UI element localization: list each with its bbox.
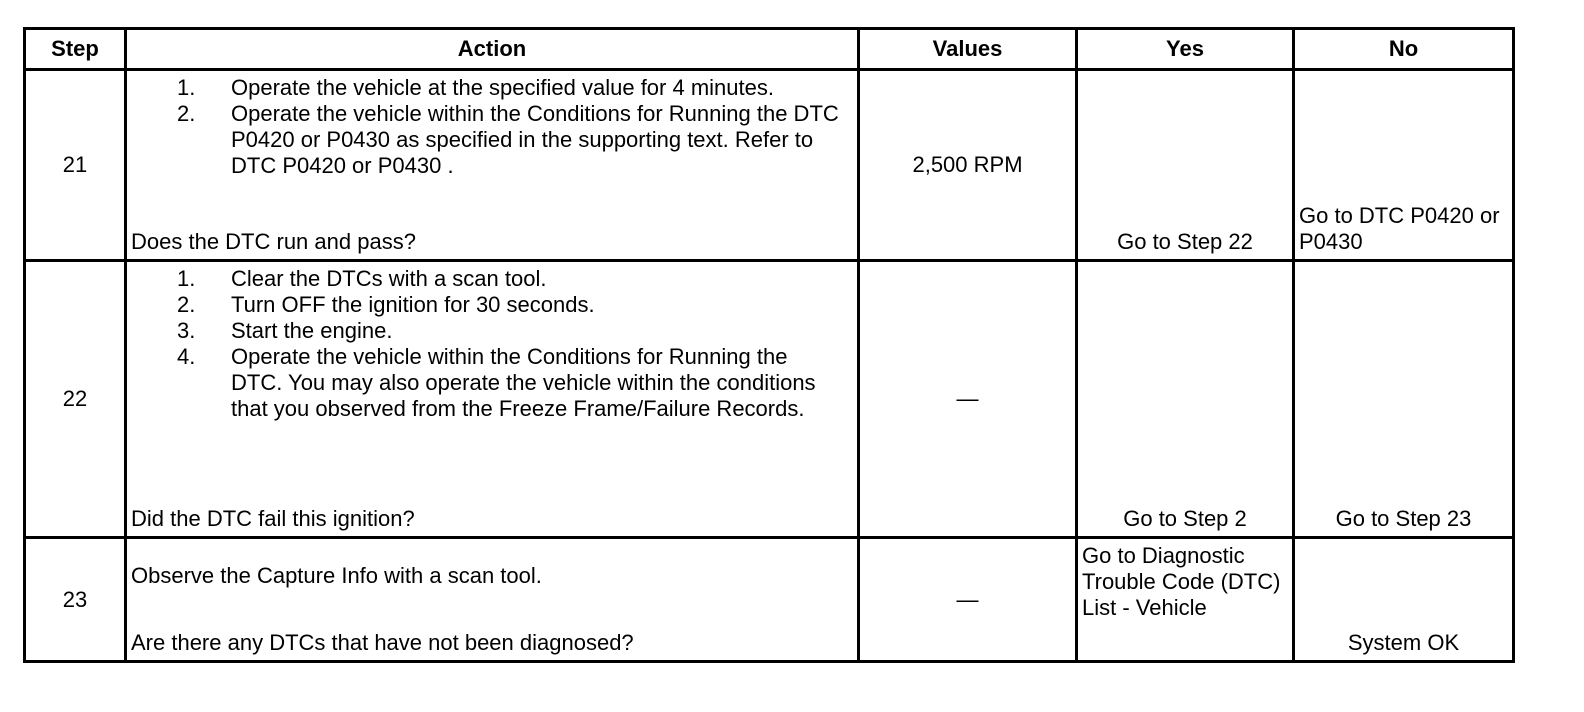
list-item-text: Operate the vehicle within the Conditions for Running the DTC. You may also operate the vehicle within the conditions that you observed from the Freeze Frame/Failure Records. [231, 344, 816, 421]
no-cell [1294, 70, 1514, 261]
yes-cell [1077, 538, 1294, 662]
no-link[interactable]: Go to DTC P0420 or P0430 [1299, 203, 1500, 254]
list-item-number: 4. [177, 344, 196, 369]
list-item-number: 1. [177, 75, 196, 100]
action-statement: Observe the Capture Info with a scan tool. [131, 563, 542, 588]
values-cell: 2,500 RPM [859, 70, 1077, 261]
yes-cell [1077, 261, 1294, 538]
action-cell [126, 70, 859, 261]
values-cell: — [859, 538, 1077, 662]
list-item [127, 318, 857, 344]
list-item [127, 75, 857, 101]
values-cell: — [859, 261, 1077, 538]
yes-cell [1077, 70, 1294, 261]
step-number: 21 [25, 70, 126, 261]
action-cell [126, 538, 859, 662]
diagnostic-table [23, 27, 1515, 663]
list-item-text: Operate the vehicle at the specified value for 4 minutes. [231, 75, 774, 100]
list-item-text: Clear the DTCs with a scan tool. [231, 266, 547, 291]
list-item-text: Turn OFF the ignition for 30 seconds. [231, 292, 595, 317]
list-item [127, 101, 857, 179]
action-question: Did the DTC fail this ignition? [131, 506, 415, 531]
no-result: System OK [1347, 630, 1460, 655]
no-cell [1294, 261, 1514, 538]
action-steps-list [127, 75, 857, 179]
header-action: Action [126, 29, 859, 70]
action-cell [126, 261, 859, 538]
yes-link[interactable]: Go to Diagnostic Trouble Code (DTC) List - Vehicle [1082, 543, 1281, 620]
table-row [25, 261, 1514, 538]
yes-link[interactable]: Go to Step 2 [1123, 506, 1247, 531]
table-row [25, 538, 1514, 662]
header-step: Step [25, 29, 126, 70]
list-item-text: Operate the vehicle within the Conditions for Running the DTC P0420 or P0430 as specified in the supporting text. Refer to DTC P0420 or P0430 . [231, 101, 839, 178]
list-item-text: Start the engine. [231, 318, 393, 343]
table-header-row [25, 29, 1514, 70]
step-number: 23 [25, 538, 126, 662]
header-no: No [1294, 29, 1514, 70]
no-cell [1294, 538, 1514, 662]
header-yes: Yes [1077, 29, 1294, 70]
action-question: Does the DTC run and pass? [131, 229, 416, 254]
list-item-number: 2. [177, 292, 196, 317]
action-steps-list [127, 266, 857, 422]
list-item [127, 344, 857, 422]
list-item-number: 1. [177, 266, 196, 291]
table-row [25, 70, 1514, 261]
header-values: Values [859, 29, 1077, 70]
action-question: Are there any DTCs that have not been diagnosed? [131, 630, 634, 655]
step-number: 22 [25, 261, 126, 538]
list-item-number: 3. [177, 318, 196, 343]
yes-link[interactable]: Go to Step 22 [1117, 229, 1253, 254]
no-link[interactable]: Go to Step 23 [1335, 506, 1472, 531]
list-item [127, 292, 857, 318]
list-item-number: 2. [177, 101, 196, 126]
list-item [127, 266, 857, 292]
